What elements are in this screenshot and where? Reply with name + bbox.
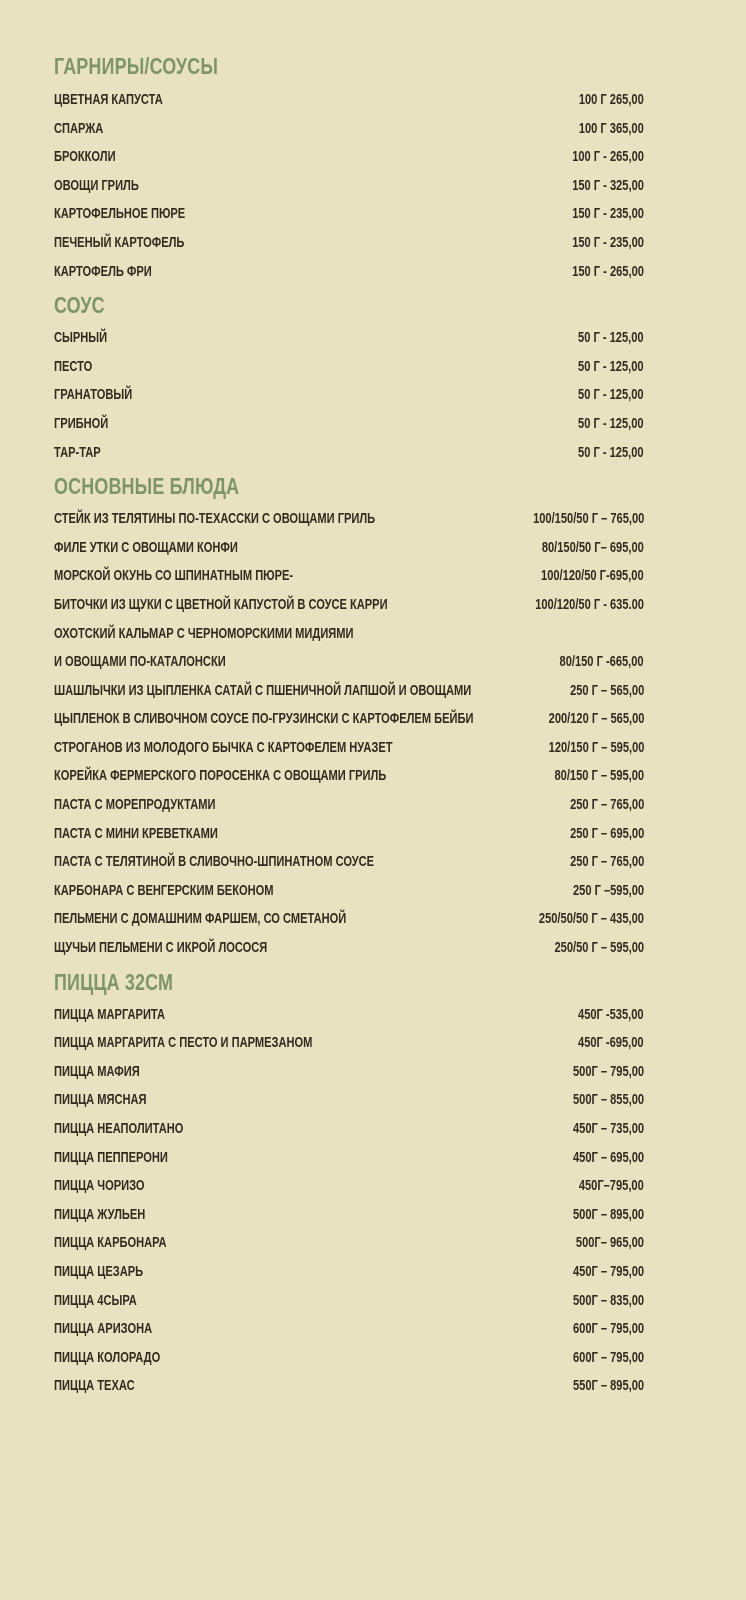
item-name: БРОККОЛИ: [54, 148, 116, 166]
item-price: 50 Г - 125,00: [578, 329, 644, 347]
item-name: КАРТОФЕЛЬ ФРИ: [54, 262, 152, 280]
menu-item: [54, 562, 644, 591]
item-price: 450Г – 795,00: [572, 1262, 644, 1280]
menu-item: [54, 324, 644, 353]
item-name: ПАСТА С МИНИ КРЕВЕТКАМИ: [54, 824, 218, 842]
item-price: 250 Г – 765,00: [569, 796, 644, 814]
item-name: МОРСКОЙ ОКУНЬ СО ШПИНАТНЫМ ПЮРЕ-: [54, 567, 294, 585]
item-name: ПИЦЦА КОЛОРАДО: [54, 1348, 161, 1366]
section-title: ПИЦЦА 32СМ: [54, 968, 174, 995]
section-title: СОУС: [54, 292, 105, 319]
menu-item: [54, 934, 644, 963]
menu-item: [54, 1201, 644, 1230]
item-name: ПИЦЦА 4СЫРА: [54, 1291, 137, 1309]
menu-item: [54, 258, 644, 287]
item-price: 600Г – 795,00: [572, 1348, 644, 1366]
item-name: ПИЦЦА МАФИЯ: [54, 1062, 140, 1080]
item-name: ЦВЕТНАЯ КАПУСТА: [54, 91, 163, 108]
menu-item: [54, 905, 644, 934]
item-price: 250 Г – 765,00: [569, 853, 644, 871]
item-price: 450Г – 695,00: [572, 1148, 644, 1166]
item-name: ПИЦЦА ЦЕЗАРЬ: [54, 1262, 144, 1280]
item-name: ПИЦЦА ЧОРИЗО: [54, 1177, 145, 1195]
section-main-dishes: [54, 467, 644, 963]
item-price: 550Г – 895,00: [572, 1377, 644, 1395]
menu-item: [54, 1144, 644, 1173]
item-name: СТЕЙК ИЗ ТЕЛЯТИНЫ ПО-ТЕХАССКИ С ОВОЩАМИ ГРИЛЬ: [54, 510, 376, 528]
item-name: ПАСТА С ТЕЛЯТИНОЙ В СЛИВОЧНО-ШПИНАТНОМ СОУСЕ: [54, 853, 375, 871]
item-name: ЩУЧЬИ ПЕЛЬМЕНИ С ИКРОЙ ЛОСОСЯ: [54, 939, 268, 957]
item-price: 50 Г - 125,00: [578, 443, 644, 461]
menu-item: [54, 172, 644, 201]
menu-item: [54, 648, 644, 677]
menu-item: [54, 410, 644, 439]
item-name: СЫРНЫЙ: [54, 329, 108, 347]
menu-item: [54, 677, 644, 706]
menu-item: [54, 734, 644, 763]
menu-item: [54, 591, 644, 620]
item-price: 150 Г - 235,00: [572, 233, 644, 251]
menu-item: [54, 1058, 644, 1087]
menu-item: [54, 1315, 644, 1344]
menu-item: [54, 115, 644, 144]
menu-item: [54, 381, 644, 410]
item-price: 80/150 Г -665,00: [559, 653, 644, 671]
menu-item: [54, 143, 644, 172]
item-name: ПЕЧЕНЫЙ КАРТОФЕЛЬ: [54, 233, 185, 251]
item-name: ТАР-ТАР: [54, 443, 101, 461]
menu-item: [54, 1372, 644, 1401]
item-price: 250 Г –595,00: [572, 881, 644, 899]
menu-item: [54, 1029, 644, 1058]
item-name: ПЕСТО: [54, 357, 93, 375]
item-price: 450Г -695,00: [578, 1034, 644, 1052]
menu-item: [54, 439, 644, 468]
item-price: 100/120/50 Г-695,00: [541, 567, 644, 585]
item-price: 500Г– 965,00: [575, 1234, 644, 1252]
menu-item: [54, 229, 644, 258]
menu-item: [54, 353, 644, 382]
menu-page: [54, 52, 644, 1401]
section-title: ГАРНИРЫ/СОУСЫ: [54, 53, 219, 79]
item-price: 150 Г - 325,00: [572, 176, 644, 194]
menu-item: [54, 1001, 644, 1030]
menu-item: [54, 1344, 644, 1373]
menu-item: [54, 877, 644, 906]
item-name: ШАШЛЫЧКИ ИЗ ЦЫПЛЕНКА САТАЙ С ПШЕНИЧНОЙ ЛАПШОЙ И ОВОЩАМИ: [54, 681, 472, 699]
item-price: 500Г – 795,00: [572, 1062, 644, 1080]
item-price: 100/120/50 Г - 635.00: [535, 595, 644, 613]
item-name: ОВОЩИ ГРИЛЬ: [54, 176, 139, 194]
menu-item: [54, 620, 644, 649]
menu-item: [54, 1086, 644, 1115]
item-price: 50 Г - 125,00: [578, 414, 644, 432]
item-price: 450Г–795,00: [579, 1177, 644, 1195]
item-name: ФИЛЕ УТКИ С ОВОЩАМИ КОНФИ: [54, 538, 238, 556]
menu-item: [54, 1172, 644, 1201]
item-price: 80/150 Г – 595,00: [554, 767, 644, 785]
menu-item: [54, 820, 644, 849]
item-price: 250 Г – 695,00: [569, 824, 644, 842]
item-name: ПИЦЦА ЖУЛЬЕН: [54, 1205, 146, 1223]
menu-item: [54, 534, 644, 563]
menu-item: [54, 200, 644, 229]
item-price: 80/150/50 Г– 695,00: [542, 538, 644, 556]
menu-item: [54, 1229, 644, 1258]
item-price: 250/50 Г – 595,00: [554, 939, 644, 957]
menu-item: [54, 705, 644, 734]
item-name: ПЕЛЬМЕНИ С ДОМАШНИМ ФАРШЕМ, СО СМЕТАНОЙ: [54, 910, 347, 928]
item-name: ОХОТСКИЙ КАЛЬМАР С ЧЕРНОМОРСКИМИ МИДИЯМИ: [54, 624, 354, 642]
menu-item: [54, 848, 644, 877]
item-name: КОРЕЙКА ФЕРМЕРСКОГО ПОРОСЕНКА С ОВОЩАМИ ГРИЛЬ: [54, 767, 387, 785]
item-price: 150 Г - 235,00: [572, 205, 644, 223]
item-price: 100 Г - 265,00: [572, 148, 644, 166]
item-price: 120/150 Г – 595,00: [548, 738, 644, 756]
item-name: ПИЦЦА ТЕХАС: [54, 1377, 135, 1395]
item-price: 450Г – 735,00: [572, 1120, 644, 1137]
section-title: ОСНОВНЫЕ БЛЮДА: [54, 473, 240, 500]
item-price: 150 Г - 265,00: [572, 262, 644, 280]
item-name: ПИЦЦА ПЕППЕРОНИ: [54, 1148, 168, 1166]
menu-item: [54, 1115, 644, 1144]
item-name: КАРБОНАРА С ВЕНГЕРСКИМ БЕКОНОМ: [54, 881, 274, 899]
section-sauce: [54, 286, 644, 467]
item-name: ГРАНАТОВЫЙ: [54, 386, 133, 404]
item-name: И ОВОЩАМИ ПО-КАТАЛОНСКИ: [54, 653, 226, 671]
item-name: ПИЦЦА АРИЗОНА: [54, 1320, 153, 1338]
item-price: 100 Г 365,00: [579, 119, 644, 137]
item-name: ПАСТА С МОРЕПРОДУКТАМИ: [54, 796, 216, 814]
menu-item: [54, 762, 644, 791]
item-name: СПАРЖА: [54, 119, 104, 137]
item-name: ПИЦЦА МЯСНАЯ: [54, 1091, 147, 1109]
item-name: ПИЦЦА МАРГАРИТА: [54, 1005, 166, 1023]
item-name: ПИЦЦА КАРБОНАРА: [54, 1234, 167, 1252]
item-name: КАРТОФЕЛЬНОЕ ПЮРЕ: [54, 205, 186, 223]
item-name: ПИЦЦА НЕАПОЛИТАНО: [54, 1120, 184, 1137]
item-price: 200/120 Г – 565,00: [548, 710, 644, 728]
item-price: 600Г – 795,00: [572, 1320, 644, 1338]
item-price: 250 Г – 565,00: [569, 681, 644, 699]
item-name: СТРОГАНОВ ИЗ МОЛОДОГО БЫЧКА С КАРТОФЕЛЕМ НУАЗЕТ: [54, 738, 393, 756]
section-garnish-sauces: [54, 52, 644, 286]
item-price: 50 Г - 125,00: [578, 386, 644, 404]
item-name: БИТОЧКИ ИЗ ЩУКИ С ЦВЕТНОЙ КАПУСТОЙ В СОУСЕ КАРРИ: [54, 595, 388, 613]
menu-item: [54, 86, 644, 115]
item-price: 250/50/50 Г – 435,00: [538, 910, 644, 928]
item-name: ПИЦЦА МАРГАРИТА С ПЕСТО И ПАРМЕЗАНОМ: [54, 1034, 313, 1052]
item-price: 100 Г 265,00: [579, 91, 644, 108]
item-price: 100/150/50 Г – 765,00: [532, 510, 644, 528]
item-price: 500Г – 895,00: [572, 1205, 644, 1223]
item-name: ГРИБНОЙ: [54, 414, 109, 432]
item-name: ЦЫПЛЕНОК В СЛИВОЧНОМ СОУСЕ ПО-ГРУЗИНСКИ С КАРТОФЕЛЕМ БЕЙБИ: [54, 710, 474, 728]
item-price: 500Г – 835,00: [572, 1291, 644, 1309]
item-price: 500Г – 855,00: [572, 1091, 644, 1109]
section-pizza: [54, 963, 644, 1401]
menu-item: [54, 791, 644, 820]
item-price: 450Г -535,00: [578, 1005, 644, 1023]
item-price: 50 Г - 125,00: [578, 357, 644, 375]
menu-item: [54, 505, 644, 534]
menu-item: [54, 1287, 644, 1316]
menu-item: [54, 1258, 644, 1287]
